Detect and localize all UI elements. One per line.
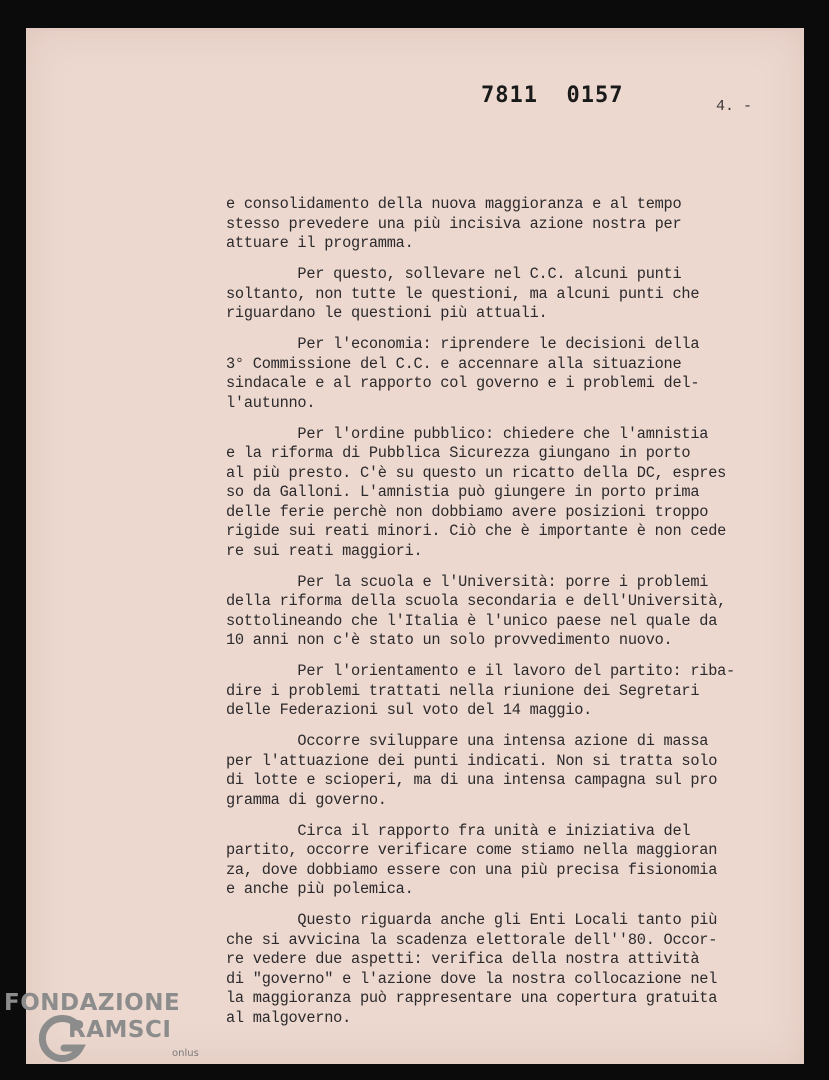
text-line: e consolidamento della nuova maggioranza e al tempo [226, 195, 682, 213]
text-line: Per la scuola e l'Università: porre i problemi [226, 572, 709, 591]
paragraph [226, 662, 786, 721]
text-line: Circa il rapporto fra unità e iniziativa del [226, 821, 691, 840]
paragraph [226, 911, 786, 1028]
document-body [226, 195, 786, 1040]
text-line: stesso prevedere una più incisiva azione nostra per [226, 214, 682, 233]
text-line: per l'attuazione dei punti indicati. Non si tratta solo [226, 751, 718, 770]
text-line: delle Federazioni sul voto del 14 maggio. [226, 701, 593, 719]
paragraph [226, 265, 786, 324]
paragraph [226, 425, 786, 562]
text-line: partito, occorre verificare come stiamo nella maggioran [226, 841, 718, 859]
document-page [26, 28, 804, 1064]
text-line: che si avvicina la scadenza elettorale dell''80. Occor- [226, 930, 718, 949]
text-line: gramma di governo. [226, 790, 387, 809]
text-line: re sui reati maggiori. [226, 541, 423, 560]
text-line: Per l'orientamento e il lavoro del partito: riba- [226, 662, 735, 680]
text-line: soltanto, non tutte le questioni, ma alcuni punti che [226, 284, 700, 303]
text-line: sindacale e al rapporto col governo e i problemi del- [226, 374, 700, 392]
text-line: za, dove dobbiamo essere con una più precisa fisionomia [226, 860, 718, 879]
text-line: rigide sui reati minori. Ciò che è importante è non cede [226, 522, 727, 540]
text-line: dire i problemi trattati nella riunione dei Segretari [226, 681, 700, 700]
text-line: Per l'economia: riprendere le decisioni della [226, 335, 700, 353]
watermark-line-1: FONDAZIONE [4, 990, 181, 1016]
text-line: sottolineando che l'Italia è l'unico paese nel quale da [226, 611, 718, 630]
text-line: riguardano le questioni più attuali. [226, 304, 548, 322]
text-line: Per questo, sollevare nel C.C. alcuni punti [226, 265, 682, 283]
text-line: so da Galloni. L'amnistia può giungere in porto prima [226, 483, 700, 501]
text-line: Per l'ordine pubblico: chiedere che l'amnistia [226, 424, 709, 443]
text-line: Questo riguarda anche gli Enti Locali tanto più [226, 911, 718, 929]
watermark-line-2: RAMSCI [68, 1017, 172, 1043]
watermark-suffix: onlus [172, 1048, 199, 1059]
paragraph [226, 822, 786, 900]
text-line: attuare il programma. [226, 234, 414, 252]
text-line: della riforma della scuola secondaria e dell'Università, [226, 592, 727, 610]
text-line: delle ferie perchè non dobbiamo avere posizioni troppo [226, 502, 709, 521]
text-line: al malgoverno. [226, 1008, 352, 1027]
archive-reference-number: 7811 0157 [481, 83, 624, 108]
text-line: e anche più polemica. [226, 880, 414, 898]
text-line: al più presto. C'è su questo un ricatto della DC, espres [226, 463, 727, 482]
paragraph [226, 573, 786, 651]
paragraph [226, 335, 786, 413]
text-line: e la riforma di Pubblica Sicurezza giungano in porto [226, 444, 691, 462]
text-line: di "governo" e l'azione dove la nostra collocazione nel [226, 969, 718, 988]
text-line: re vedere due aspetti: verifica della nostra attività [226, 950, 700, 968]
text-line: 10 anni non c'è stato un solo provvedimento nuovo. [226, 631, 673, 649]
page-number: 4. - [716, 98, 753, 115]
paragraph [226, 195, 786, 254]
text-line: l'autunno. [226, 393, 316, 412]
paragraph [226, 732, 786, 810]
text-line: di lotte e scioperi, ma di una intensa campagna sul pro [226, 771, 718, 789]
fondazione-gramsci-watermark [4, 990, 234, 1080]
text-line: 3° Commissione del C.C. e accennare alla situazione [226, 354, 682, 373]
text-line: la maggioranza può rappresentare una copertura gratuita [226, 989, 718, 1007]
text-line: Occorre sviluppare una intensa azione di massa [226, 732, 709, 750]
